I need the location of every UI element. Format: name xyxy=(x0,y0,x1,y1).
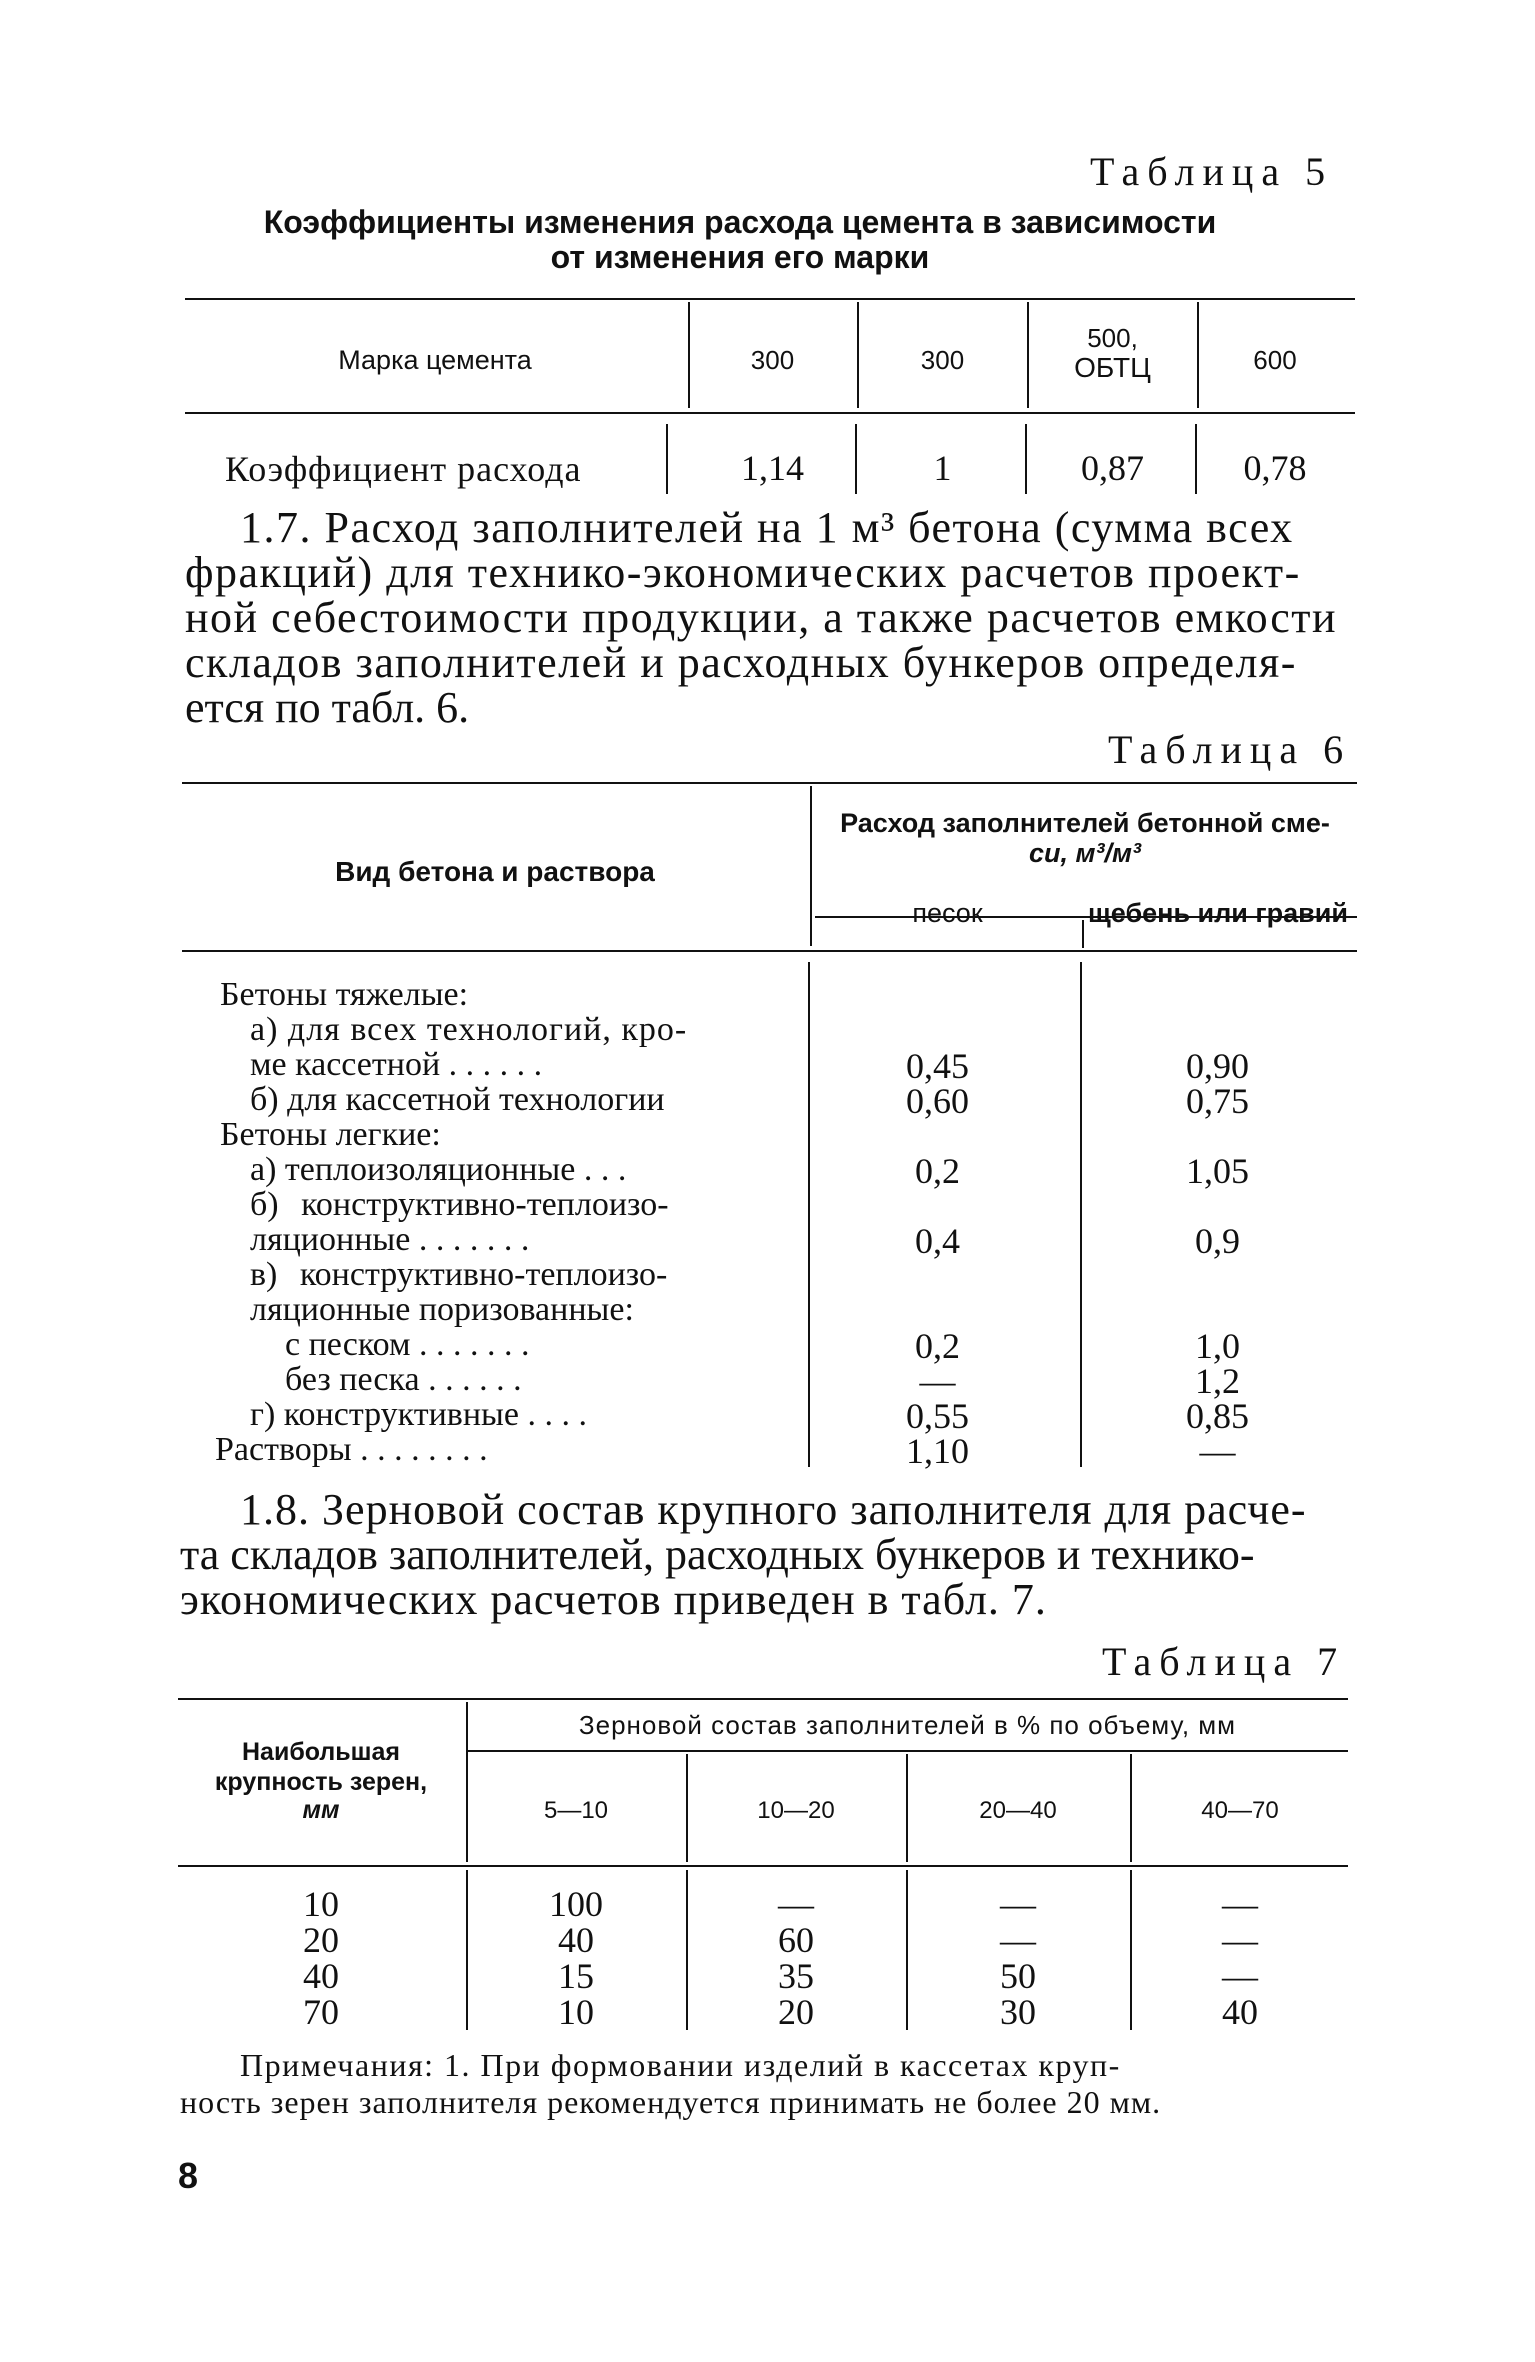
para17-line: складов заполнителей и расходных бункеров определя- xyxy=(185,638,1297,687)
table6-gravel: 1,05 xyxy=(1186,1151,1249,1191)
table6-sand: 0,60 xyxy=(906,1081,969,1121)
table7-col-20-40: 20—40 xyxy=(979,1797,1057,1824)
table7-cell: — xyxy=(1222,1956,1258,1996)
table7-size: 10 xyxy=(303,1884,339,1924)
table5-title-line1: Коэффициенты изменения расхода цемента в зависимости xyxy=(263,204,1217,240)
table7-cell: 50 xyxy=(1000,1956,1036,1996)
table6-head-gravel: щебень или гравий xyxy=(1088,898,1348,928)
page-number: 8 xyxy=(178,2155,199,2196)
table6-row-label: ляционные поризованные: xyxy=(250,1291,634,1328)
table5-value-300b: 1 xyxy=(933,448,952,488)
table6-row-label: Растворы . . . . . . . . xyxy=(215,1431,488,1468)
table7-size: 70 xyxy=(303,1992,339,2032)
table5-row-label: Коэффициент расхода xyxy=(225,449,582,489)
table6-row-label: а) теплоизоляционные . . . xyxy=(250,1151,627,1188)
table6-gravel: 0,75 xyxy=(1186,1081,1249,1121)
table6-gravel: 0,9 xyxy=(1195,1221,1240,1261)
para17-line: ется по табл. 6. xyxy=(185,683,470,732)
table6-sand: 0,55 xyxy=(906,1396,969,1436)
table7-size: 20 xyxy=(303,1920,339,1960)
para18-line: 1.8. Зерновой состав крупного заполнителя для расче- xyxy=(240,1485,1307,1534)
table7-cell: — xyxy=(778,1884,814,1924)
table7-head-size-line1: Наибольшая xyxy=(242,1738,400,1766)
table6-gravel: 1,2 xyxy=(1195,1361,1240,1401)
note-line2: ность зерен заполнителя рекомендуется принимать не более 20 мм. xyxy=(180,2084,1162,2120)
table7-cell: 100 xyxy=(549,1884,603,1924)
para18-line: та складов заполнителей, расходных бункеров и технико- xyxy=(180,1530,1255,1579)
table5-header-300b: 300 xyxy=(920,345,965,375)
para17-line: ной себестоимости продукции, а также расчетов емкости xyxy=(185,593,1337,642)
table7-cell: — xyxy=(1222,1884,1258,1924)
table6-row-label: с песком . . . . . . . xyxy=(285,1326,530,1363)
table6-row-label: г) конструктивные . . . . xyxy=(250,1396,587,1433)
para17-line: 1.7. Расход заполнителей на 1 м³ бетона (сумма всех xyxy=(240,503,1294,552)
table6-row-label: б) конструктивно-теплоизо- xyxy=(250,1186,669,1223)
table7-head-size-line2: крупность зерен, xyxy=(214,1768,428,1796)
table6-head-type: Вид бетона и раствора xyxy=(335,856,655,887)
table7-head-group: Зерновой состав заполнителей в % по объему, мм xyxy=(578,1710,1237,1740)
table6-sand: 1,10 xyxy=(906,1431,969,1471)
note-line1: Примечания: 1. При формовании изделий в кассетах круп- xyxy=(240,2047,1121,2083)
table6-gravel: 1,0 xyxy=(1195,1326,1240,1366)
table6-sand: 0,4 xyxy=(915,1221,960,1261)
table6-caption: Таблица 6 xyxy=(1108,727,1352,772)
table5-title-line2: от изменения его марки xyxy=(550,239,930,275)
table6-row-label: а) для всех технологий, кро- xyxy=(250,1011,688,1048)
table6-head-group-line2: си, м³/м³ xyxy=(1029,838,1141,868)
table6-row-label: в) конструктивно-теплоизо- xyxy=(250,1256,668,1293)
table7-cell: 60 xyxy=(778,1920,814,1960)
table5-value-500: 0,87 xyxy=(1081,448,1144,488)
table7-col-5-10: 5—10 xyxy=(543,1797,609,1824)
table5-header-obtc: ОБТЦ xyxy=(1074,352,1151,383)
table7-col-40-70: 40—70 xyxy=(1201,1797,1279,1824)
table7-cell: 20 xyxy=(778,1992,814,2032)
table6-sand: — xyxy=(919,1361,956,1401)
table7-cell: 40 xyxy=(1222,1992,1258,2032)
table7-cell: — xyxy=(1222,1920,1258,1960)
para17-line: фракций) для технико-экономических расчетов проект- xyxy=(185,548,1301,597)
table5-header-300a: 300 xyxy=(750,345,795,375)
table5-header-500: 500, xyxy=(1087,323,1138,353)
table6-row-label: ляционные . . . . . . . xyxy=(250,1221,530,1258)
table7-cell: — xyxy=(1000,1920,1036,1960)
table7-head-size-line3: мм xyxy=(302,1796,340,1824)
table6-gravel: 0,90 xyxy=(1186,1046,1249,1086)
table5-value-300a: 1,14 xyxy=(741,448,804,488)
table6-head-sand: песок xyxy=(912,898,983,928)
table6-gravel: 0,85 xyxy=(1186,1396,1249,1436)
para18-line: экономических расчетов приведен в табл. 7. xyxy=(180,1575,1047,1624)
table7-cell: 15 xyxy=(558,1956,594,1996)
table7-cell: 30 xyxy=(1000,1992,1036,2032)
table6-head-group-line1: Расход заполнителей бетонной сме- xyxy=(840,808,1330,838)
table5-caption: Таблица 5 xyxy=(1090,149,1334,194)
table6-row-label: без песка . . . . . . xyxy=(285,1361,522,1398)
table6-gravel: — xyxy=(1199,1431,1236,1471)
table7-caption: Таблица 7 xyxy=(1102,1639,1346,1684)
table7-cell: 40 xyxy=(558,1920,594,1960)
table6-row-label: ме кассетной . . . . . . xyxy=(250,1046,543,1083)
table6-sand: 0,45 xyxy=(906,1046,969,1086)
table5-value-600: 0,78 xyxy=(1243,448,1307,488)
table7-cell: 10 xyxy=(558,1992,594,2032)
table7-col-10-20: 10—20 xyxy=(757,1797,835,1824)
table7-size: 40 xyxy=(303,1956,339,1996)
table6-row-label: б) для кассетной технологии xyxy=(250,1081,665,1118)
table7-cell: — xyxy=(1000,1884,1036,1924)
table6-row-label: Бетоны легкие: xyxy=(220,1116,441,1153)
table6-row-label: Бетоны тяжелые: xyxy=(220,976,469,1013)
table5-header-label: Марка цемента xyxy=(338,345,532,375)
table5-header-600: 600 xyxy=(1253,345,1297,375)
table6-sand: 0,2 xyxy=(915,1151,960,1191)
table7-cell: 35 xyxy=(778,1956,814,1996)
table6-sand: 0,2 xyxy=(915,1326,960,1366)
